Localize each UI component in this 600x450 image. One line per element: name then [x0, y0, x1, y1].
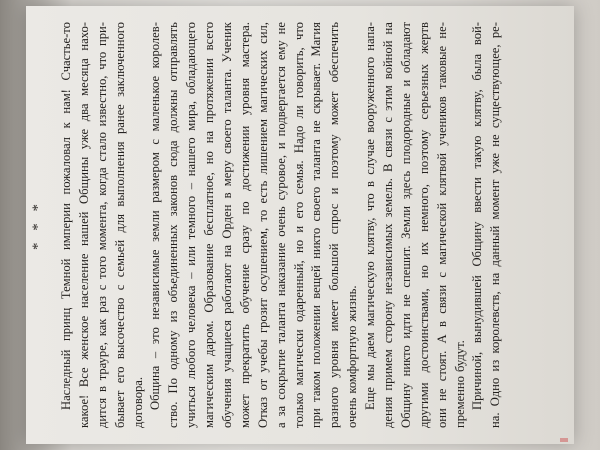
paragraph: [147, 22, 362, 428]
text-line: дится в трауре, как раз с того момента, когда стало известно, что при-: [94, 22, 109, 428]
paragraph: [362, 22, 469, 428]
text-line: Причиной, вынудившей Общину ввести такую клятву, была вой-: [470, 22, 485, 410]
text-line: они не стоят. А в связи с магической клятвой учеников таковые не-: [434, 22, 449, 428]
text-line: ство. По одному из объединенных законов сюда должны отправлять: [166, 22, 181, 428]
text-line: Общину никто идти не спешит. Земли здесь плодородные и обладают: [398, 22, 413, 428]
text-line: магическим даром. Образование бесплатное, но на протяжении всего: [202, 22, 217, 428]
text-line: договора.: [130, 376, 145, 428]
text-line: пременно будут.: [452, 340, 467, 428]
page-edge-mark: [560, 438, 568, 442]
paragraph: [469, 22, 505, 428]
text-line: очень комфортную жизнь.: [345, 285, 360, 428]
text-line: дения примем сторону независимых земель. В связи с этим войной на: [381, 22, 396, 428]
text-line: разного уровня имеет большой спрос и поэтому может обеспечить: [327, 22, 342, 428]
text-line: Община – это независимые земли размером с маленькое королев-: [148, 22, 163, 410]
text-line: обучения учащиеся работают на Орден в меру своего таланта. Ученик: [220, 22, 235, 428]
section-separator: * * *: [30, 200, 46, 250]
text-line: может прекратить обучение сразу по достижении уровня мастера.: [237, 22, 252, 428]
text-line: на. Одно из королевств, на данный момент уже не существующее, ре-: [488, 22, 503, 428]
text-line: какое! Все женское население нашей Общины уже два месяца нахо-: [76, 22, 91, 428]
book-page: [26, 6, 574, 444]
text-line: только магически одаренный, но и его семья. Надо ли говорить, что: [291, 22, 306, 428]
text-line: Еще мы даем магическую клятву, что в случае вооруженного напа-: [363, 22, 378, 410]
page-body: [58, 22, 505, 428]
text-line: при таком положении вещей никто своего таланта не скрывает. Магия: [309, 22, 324, 428]
text-line: другими достоинствами, но их немного, поэтому серьезных жертв: [416, 22, 431, 428]
text-line: Наследный принц Темной империи пожаловал к нам! Счастье-то: [59, 22, 73, 410]
text-line: бывает его высочество с семьей для выполнения ранее заключенного: [112, 22, 127, 428]
text-line: учиться любого человека – или темного – нашего мира, обладающего: [184, 22, 199, 428]
paragraph: [58, 22, 147, 428]
text-line: а за сокрытие таланта наказание очень суровое, и подвергается ему не: [273, 22, 288, 428]
text-line: Отказ от учебы грозит осушением, то есть лишением магических сил,: [255, 22, 270, 428]
